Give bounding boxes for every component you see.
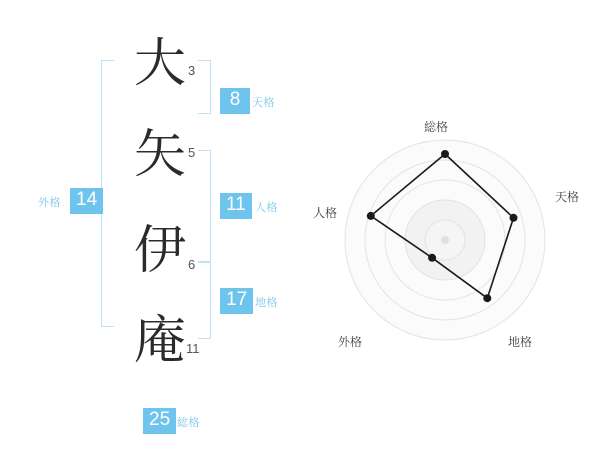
chip-gekaku-value: 14: [70, 188, 103, 214]
bracket-jinkaku: [198, 150, 211, 262]
chip-jinkaku-value: 11: [220, 193, 252, 219]
chip-chikaku-value: 17: [220, 288, 253, 314]
chip-jinkaku-label: 人格: [255, 202, 278, 214]
axis-label-soukaku: 総格: [424, 120, 449, 134]
axis-label-jinkaku: 人格: [313, 206, 338, 220]
radar-chart: [300, 0, 600, 470]
bracket-chikaku: [198, 262, 211, 339]
bracket-tenkaku: [198, 60, 211, 114]
name-stroke-diagram: [0, 0, 300, 470]
chip-gekaku-label: 外格: [38, 197, 61, 209]
kanji-char-2: 矢: [133, 125, 186, 185]
chip-soukaku-label: 総格: [177, 417, 200, 429]
kanji-char-3: 伊: [133, 221, 186, 281]
stroke-count-2: 5: [188, 145, 196, 160]
chip-soukaku-value: 25: [143, 408, 176, 434]
axis-label-tenkaku: 天格: [555, 190, 580, 204]
chip-chikaku-label: 地格: [255, 297, 278, 309]
radar-chart-svg: [300, 0, 600, 470]
axis-label-gekaku: 外格: [338, 335, 363, 349]
chip-tenkaku-value: 8: [220, 88, 250, 114]
chip-tenkaku-label: 天格: [252, 97, 275, 109]
kanji-char-4: 庵: [133, 311, 186, 371]
stroke-count-1: 3: [188, 63, 196, 78]
stroke-count-3: 6: [188, 257, 196, 272]
axis-label-chikaku: 地格: [508, 335, 533, 349]
kanji-char-1: 大: [133, 34, 186, 94]
stroke-count-4: 11: [186, 341, 200, 356]
